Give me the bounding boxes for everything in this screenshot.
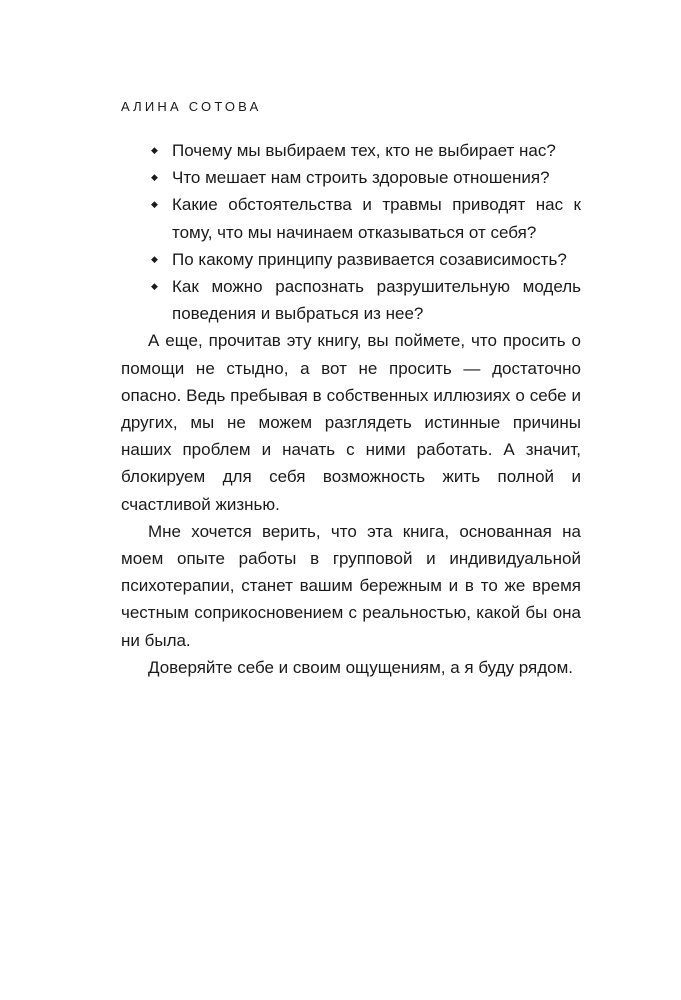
diamond-bullet-icon: ◆	[151, 145, 158, 155]
diamond-bullet-icon: ◆	[151, 281, 158, 292]
paragraph: Мне хочется верить, что эта книга, основанная на моем опыте работы в групповой и индивидуальной психотерапии, станет вашим бережным и в то же время честным соприкосновением с реальностью, какой бы она ни была.	[121, 521, 581, 650]
list-item	[121, 273, 581, 327]
question-text: Почему мы выбираем тех, кто не выбирает нас?	[172, 141, 556, 160]
list-item	[121, 246, 581, 273]
list-item	[121, 137, 581, 164]
question-text: Как можно распознать разрушительную модель поведения и выбраться из нее?	[172, 277, 581, 324]
question-list	[121, 137, 581, 327]
list-item	[121, 191, 581, 245]
paragraph: А еще, прочитав эту книгу, вы поймете, что просить о помощи не стыдно, а вот не просить — достаточно опасно. Ведь пребывая в собственных иллюзиях о себе и других, мы не можем разглядеть истинные причины наших проблем и начать с ними работать. А значит, блокируем для себя возможность жить полной и счастливой жизнью.	[121, 331, 581, 514]
page-body	[121, 137, 581, 681]
running-head: АЛИНА СОТОВА	[121, 99, 262, 114]
question-text: Какие обстоятельства и травмы приводят нас к тому, что мы начинаем отказываться от себя?	[172, 195, 581, 242]
question-text: Что мешает нам строить здоровые отношения?	[172, 168, 550, 188]
paragraph: Доверяйте себе и своим ощущениям, а я буду рядом.	[148, 657, 574, 677]
question-text: По какому принципу развивается созависимость?	[172, 249, 567, 269]
diamond-bullet-icon: ◆	[151, 253, 158, 264]
diamond-bullet-icon: ◆	[151, 199, 158, 210]
diamond-bullet-icon: ◆	[151, 172, 158, 183]
list-item	[121, 164, 581, 191]
